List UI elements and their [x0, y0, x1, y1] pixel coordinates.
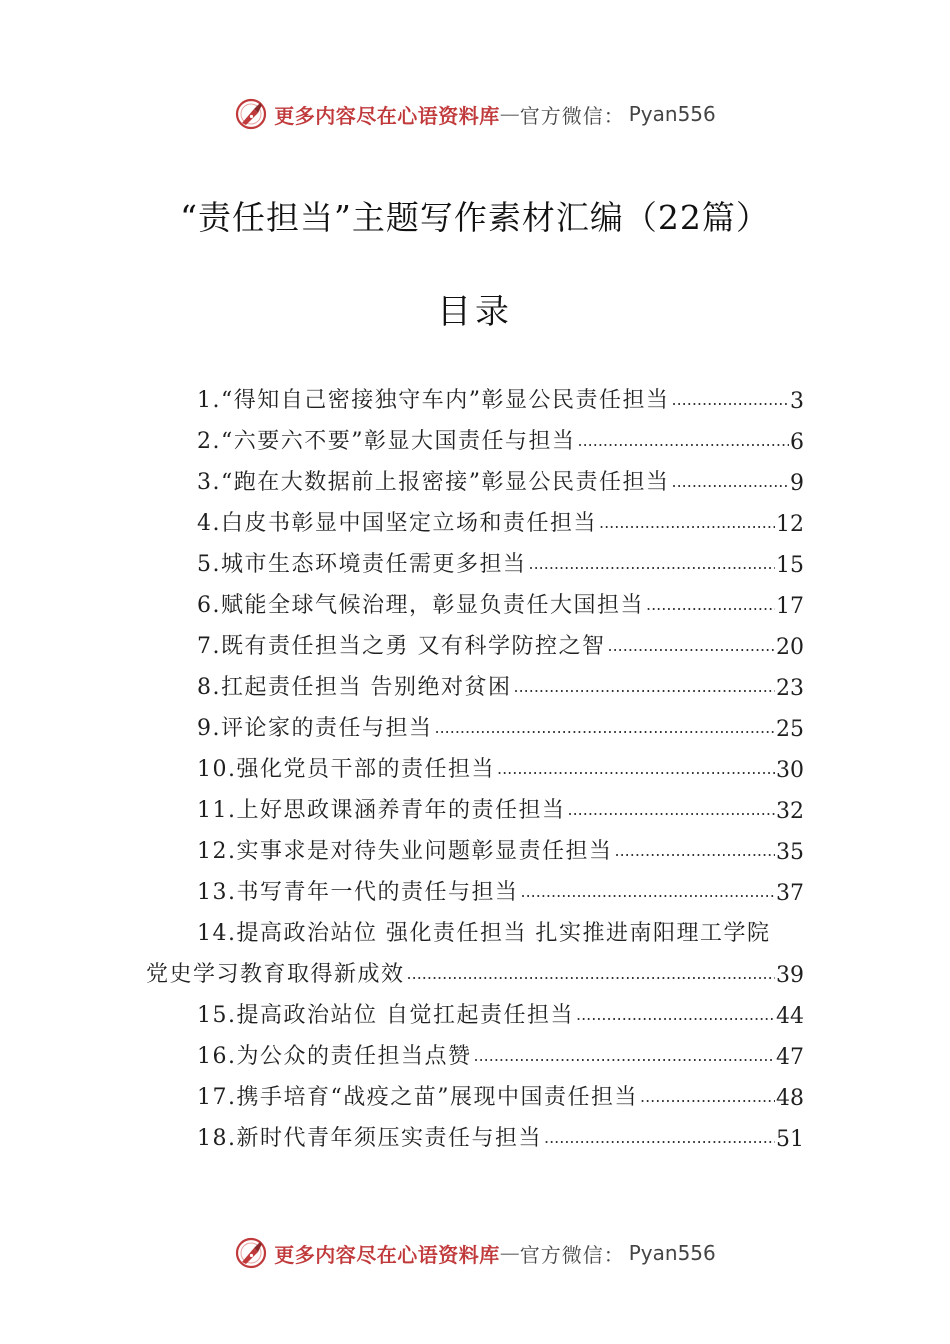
toc-leader-dots [529, 554, 776, 573]
toc-leader-dots [646, 595, 775, 614]
footer-banner [0, 1233, 950, 1273]
toc-entry-page: 37 [776, 881, 804, 906]
toc-entry-page: 30 [776, 758, 804, 783]
toc-leader-dots [568, 800, 776, 819]
toc-leader-dots [544, 1128, 775, 1147]
pen-nib-circle-icon [234, 1236, 268, 1270]
toc-entry-page: 25 [776, 717, 804, 742]
banner-wechat-id: Pyan556 [628, 1241, 716, 1265]
toc-entry-page: 32 [776, 799, 804, 824]
toc-entry[interactable] [197, 913, 804, 947]
toc-entry[interactable] [197, 667, 804, 701]
toc-entry-title: 6.赋能全球气候治理，彰显负责任大国担当 [197, 593, 644, 618]
toc-entry-title: 13.书写青年一代的责任与担当 [197, 880, 519, 905]
toc-entry-title-continued: 党史学习教育取得新成效 [146, 962, 405, 987]
toc-entry-title: 18.新时代青年须压实责任与担当 [197, 1126, 542, 1151]
toc-entry-title: 15.提高政治站位 自觉扛起责任担当 [197, 1003, 574, 1028]
toc-entry-continuation[interactable] [146, 954, 804, 988]
toc-entry-title: 2.“六要六不要”彰显大国责任与担当 [197, 429, 576, 454]
toc-entry-page: 9 [790, 471, 804, 496]
toc-entry-page: 47 [776, 1045, 804, 1070]
toc-entry-title: 3.“跑在大数据前上报密接”彰显公民责任担当 [197, 470, 670, 495]
toc-entry-title: 7.既有责任担当之勇 又有科学防控之智 [197, 634, 606, 659]
toc-entry-page: 48 [776, 1086, 804, 1111]
banner-wechat-id: Pyan556 [628, 102, 716, 126]
toc-entry[interactable] [197, 708, 804, 742]
toc-entry[interactable] [197, 421, 804, 455]
toc-entry[interactable] [197, 585, 804, 619]
document-title: “责任担当”主题写作素材汇编（22篇） [180, 198, 770, 237]
toc-entry[interactable] [197, 872, 804, 906]
banner-separator: — [499, 1241, 520, 1265]
toc-entry[interactable] [197, 503, 804, 537]
toc-entry-title: 8.扛起责任担当 告别绝对贫困 [197, 675, 512, 700]
toc-entry-page: 17 [776, 594, 804, 619]
toc-entry[interactable] [197, 831, 804, 865]
banner-wechat-label: 官方微信： [519, 103, 625, 128]
toc-entry-page: 35 [776, 840, 804, 865]
toc-entry-title: 4.白皮书彰显中国坚定立场和责任担当 [197, 511, 597, 536]
banner-wechat-label: 官方微信： [519, 1242, 625, 1267]
toc-entry-page: 20 [776, 635, 804, 660]
toc-leader-dots [513, 677, 775, 696]
toc-entry[interactable] [197, 544, 804, 578]
toc-entry-page: 12 [776, 512, 804, 537]
toc-entry-title: 9.评论家的责任与担当 [197, 716, 433, 741]
toc-entry-page: 44 [776, 1004, 804, 1029]
toc-leader-dots [576, 1005, 775, 1024]
toc-heading: 目录 [437, 292, 513, 332]
toc-entry-title: 17.携手培育“战疫之苗”展现中国责任担当 [197, 1085, 638, 1110]
toc-entry-title: 16.为公众的责任担当点赞 [197, 1044, 472, 1069]
toc-entry-page: 3 [790, 389, 804, 414]
toc-leader-dots [497, 759, 775, 778]
toc-leader-dots [599, 513, 775, 532]
toc-leader-dots [640, 1087, 775, 1106]
toc-entry-page: 6 [790, 430, 804, 455]
toc-entry-page: 23 [776, 676, 804, 701]
toc-leader-dots [435, 718, 776, 737]
toc-entry[interactable] [197, 1118, 804, 1152]
toc-entry-title: 14.提高政治站位 强化责任担当 扎实推进南阳理工学院 [197, 921, 771, 946]
toc-entry[interactable] [197, 1077, 804, 1111]
toc-leader-dots [407, 964, 775, 983]
toc-entry-title: 10.强化党员干部的责任担当 [197, 757, 495, 782]
toc-leader-dots [474, 1046, 776, 1065]
toc-entry[interactable] [197, 380, 804, 414]
banner-title: 更多内容尽在心语资料库 [274, 103, 500, 128]
toc-entry-page: 51 [776, 1127, 804, 1152]
toc-entry-title: 11.上好思政课涵养青年的责任担当 [197, 798, 566, 823]
toc-leader-dots [615, 841, 776, 860]
toc-entry[interactable] [197, 626, 804, 660]
toc-entry[interactable] [197, 790, 804, 824]
toc-entry-title: 5.城市生态环境责任需更多担当 [197, 552, 527, 577]
banner-title: 更多内容尽在心语资料库 [274, 1242, 500, 1267]
toc-entry[interactable] [197, 1036, 804, 1070]
toc-entry-title: 12.实事求是对待失业问题彰显责任担当 [197, 839, 613, 864]
toc-entry[interactable] [197, 995, 804, 1029]
toc-leader-dots [672, 472, 790, 491]
toc-leader-dots [521, 882, 776, 901]
toc-entry-page: 39 [776, 963, 804, 988]
toc-leader-dots [672, 390, 790, 409]
toc-entry[interactable] [197, 462, 804, 496]
banner-separator: — [499, 102, 520, 126]
toc-leader-dots [578, 431, 790, 450]
toc-leader-dots [608, 636, 776, 655]
toc-entry-title: 1.“得知自己密接独守车内”彰显公民责任担当 [197, 388, 670, 413]
toc-entry-page: 15 [776, 553, 804, 578]
toc-entry[interactable] [197, 749, 804, 783]
